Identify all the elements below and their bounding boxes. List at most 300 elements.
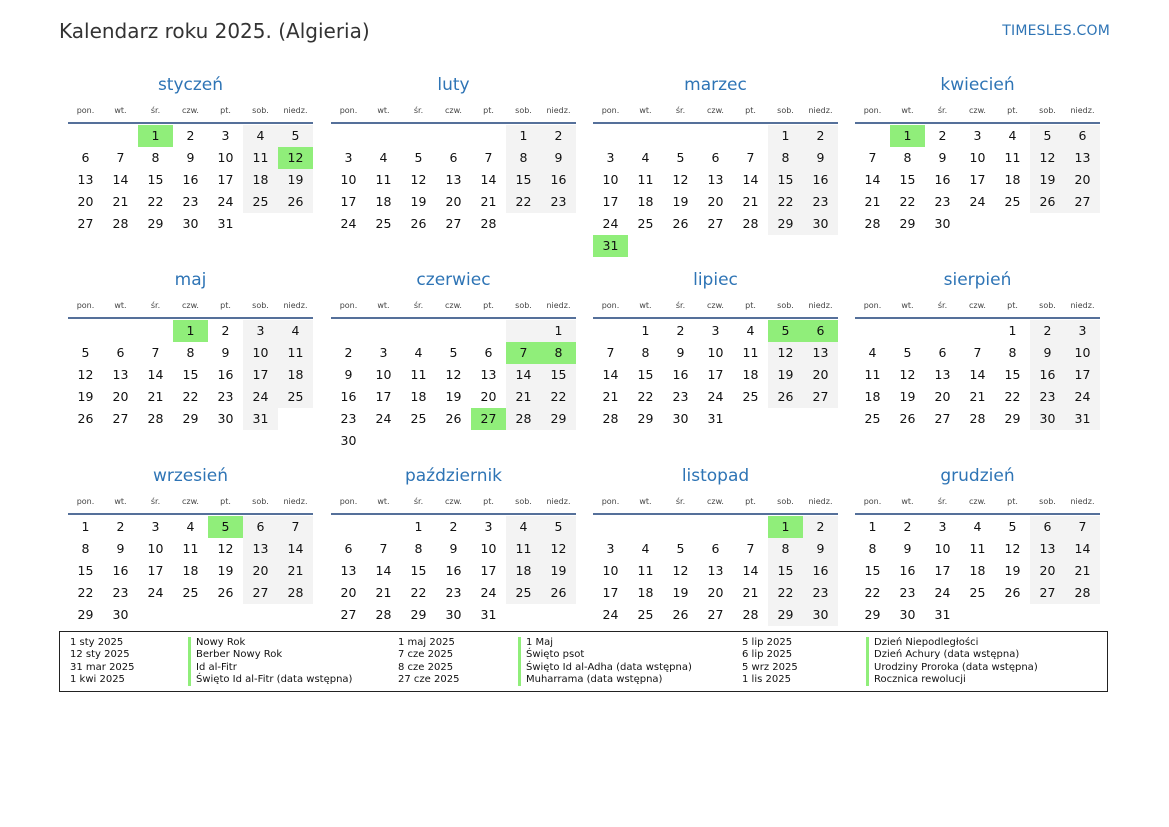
day-cell: 12 [410,172,427,187]
day-cell: 8 [414,541,423,556]
day-cell: 20 [340,585,357,600]
weekday-label: niedz. [808,301,833,310]
day-cell: 10 [969,150,986,165]
day-cell: 14 [742,563,759,578]
day-cell: 25 [637,607,654,622]
empty-cell [768,235,803,257]
day-cell: 24 [707,389,724,404]
day-cell: 25 [742,389,759,404]
weekday-label: pon. [601,497,620,506]
legend-holiday-name: Święto psot [518,649,584,661]
day-cell: 27 [1065,191,1100,213]
weekday-label: sob. [1039,106,1056,115]
weekday-header [331,297,576,315]
day-cell: 24 [969,194,986,209]
empty-cell [1030,604,1065,626]
day-cell: 4 [414,345,423,360]
day-cell: 17 [602,194,619,209]
empty-cell [733,408,768,430]
month-divider [855,317,1100,319]
empty-cell [366,516,401,538]
day-cell: 5 [541,516,576,538]
day-cell: 10 [934,541,951,556]
day-cell: 29 [541,408,576,430]
day-cell: 25 [278,386,313,408]
day-cell: 24 [602,607,619,622]
empty-cell [471,430,506,452]
day-cell: 13 [1030,538,1065,560]
day-cell: 12 [217,541,234,556]
day-cell: 1 [138,125,173,147]
day-cell: 24 [1065,386,1100,408]
day-cell: 11 [637,172,654,187]
day-cell: 19 [278,169,313,191]
day-cell: 19 [768,364,803,386]
day-cell: 6 [938,345,947,360]
day-cell: 19 [541,560,576,582]
day-cell: 20 [803,364,838,386]
empty-cell [960,213,995,235]
day-cell: 8 [641,345,650,360]
weekday-label: niedz. [1070,497,1095,506]
day-cell: 7 [116,150,125,165]
empty-cell [208,604,243,626]
day-cell: 5 [1030,125,1065,147]
weekday-label: pon. [863,301,882,310]
day-cell: 2 [449,519,458,534]
day-cell: 30 [1030,408,1065,430]
day-cell: 3 [484,519,493,534]
weekday-label: czw. [707,301,724,310]
day-cell: 27 [445,216,462,231]
empty-cell [471,320,506,342]
day-cell: 2 [1030,320,1065,342]
weekday-label: sob. [777,497,794,506]
month-name: luty [437,75,470,95]
month-9 [331,461,576,626]
day-cell: 20 [1065,169,1100,191]
day-cell: 5 [208,516,243,538]
day-cell: 23 [803,191,838,213]
weekday-header [855,297,1100,315]
day-cell: 21 [602,389,619,404]
day-cell: 17 [340,194,357,209]
weekday-label: pon. [863,497,882,506]
day-cell: 11 [375,172,392,187]
day-cell: 24 [340,216,357,231]
day-cell: 20 [77,194,94,209]
day-cell: 7 [278,516,313,538]
day-cell: 19 [899,389,916,404]
empty-cell [506,430,541,452]
day-cell: 8 [81,541,90,556]
day-cell: 5 [676,541,685,556]
empty-cell [68,320,103,342]
day-cell: 31 [707,411,724,426]
day-cell: 9 [186,150,195,165]
empty-cell [628,516,663,538]
day-cell: 2 [803,125,838,147]
day-grid [331,125,576,235]
day-cell: 19 [1030,169,1065,191]
day-cell: 16 [934,172,951,187]
day-cell: 5 [449,345,458,360]
day-cell: 25 [506,582,541,604]
weekday-header [593,102,838,120]
weekday-header [68,102,313,120]
weekday-label: niedz. [808,497,833,506]
day-cell: 2 [344,345,353,360]
day-cell: 16 [899,563,916,578]
weekday-label: sob. [777,301,794,310]
day-cell: 11 [969,541,986,556]
day-cell: 18 [742,367,759,382]
day-cell: 4 [1008,128,1017,143]
empty-cell [960,604,995,626]
empty-cell [1065,604,1100,626]
day-cell: 19 [217,563,234,578]
day-cell: 16 [445,563,462,578]
day-cell: 25 [243,191,278,213]
day-cell: 27 [803,386,838,408]
day-cell: 3 [938,519,947,534]
empty-cell [855,125,890,147]
day-cell: 21 [112,194,129,209]
weekday-label: niedz. [283,497,308,506]
day-cell: 21 [1065,560,1100,582]
day-cell: 11 [243,147,278,169]
weekday-label: sob. [252,301,269,310]
month-11 [855,461,1100,626]
empty-cell [103,320,138,342]
month-name: lipiec [693,270,738,290]
day-cell: 23 [934,194,951,209]
day-cell: 21 [480,194,497,209]
empty-cell [506,320,541,342]
weekday-label: pt. [220,301,231,310]
day-cell: 14 [969,367,986,382]
day-cell: 28 [375,607,392,622]
day-cell: 10 [480,541,497,556]
month-name: grudzień [940,466,1015,486]
day-cell: 10 [340,172,357,187]
day-cell: 20 [243,560,278,582]
weekday-label: wt. [114,301,127,310]
day-cell: 3 [344,150,353,165]
empty-cell [366,125,401,147]
day-cell: 15 [541,364,576,386]
day-cell: 1 [868,519,877,534]
day-cell: 5 [278,125,313,147]
day-cell: 8 [1008,345,1017,360]
legend-date: 5 lip 2025 [742,637,793,648]
day-cell: 7 [506,342,541,364]
day-cell: 1 [414,519,423,534]
day-cell: 9 [676,345,685,360]
weekday-label: pt. [745,301,756,310]
day-cell: 29 [637,411,654,426]
month-divider [855,122,1100,124]
legend-holiday-name: Urodziny Proroka (data wstępna) [866,662,1038,674]
day-cell: 8 [186,345,195,360]
day-cell: 31 [1065,408,1100,430]
day-cell: 11 [864,367,881,382]
day-cell: 9 [938,150,947,165]
day-cell: 24 [480,585,497,600]
day-cell: 1 [641,323,650,338]
day-cell: 16 [541,169,576,191]
empty-cell [243,213,278,235]
empty-cell [401,320,436,342]
empty-cell [331,125,366,147]
day-cell: 26 [1030,191,1065,213]
day-cell: 20 [480,389,497,404]
day-cell: 6 [449,150,458,165]
day-cell: 23 [672,389,689,404]
empty-cell [663,125,698,147]
weekday-label: sob. [515,106,532,115]
day-cell: 31 [934,607,951,622]
day-cell: 16 [112,563,129,578]
day-cell: 4 [186,519,195,534]
day-cell: 21 [375,585,392,600]
day-cell: 12 [278,147,313,169]
day-cell: 13 [340,563,357,578]
day-cell: 4 [746,323,755,338]
day-cell: 19 [77,389,94,404]
day-cell: 7 [151,345,160,360]
day-cell: 24 [375,411,392,426]
day-cell: 12 [77,367,94,382]
day-cell: 18 [864,389,881,404]
day-cell: 6 [344,541,353,556]
empty-cell [436,125,471,147]
day-grid [68,516,313,626]
day-cell: 4 [278,320,313,342]
weekday-label: niedz. [546,106,571,115]
month-2 [593,70,838,257]
weekday-label: sob. [1039,497,1056,506]
day-cell: 17 [969,172,986,187]
day-cell: 3 [243,320,278,342]
day-cell: 22 [768,191,803,213]
day-cell: 9 [903,541,912,556]
day-cell: 23 [899,585,916,600]
month-name: czerwiec [416,270,491,290]
weekday-label: pt. [483,497,494,506]
weekday-header [593,297,838,315]
empty-cell [366,320,401,342]
brand-link[interactable]: TIMESLES.COM [1002,23,1110,39]
day-cell: 9 [221,345,230,360]
day-cell: 22 [541,386,576,408]
day-cell: 27 [77,216,94,231]
day-cell: 7 [606,345,615,360]
day-grid [593,125,838,257]
weekday-label: czw. [445,106,462,115]
day-cell: 30 [672,411,689,426]
empty-cell [698,516,733,538]
day-cell: 27 [934,411,951,426]
day-cell: 22 [864,585,881,600]
weekday-label: czw. [445,497,462,506]
month-name: kwiecień [940,75,1015,95]
day-cell: 12 [445,367,462,382]
day-cell: 26 [278,191,313,213]
weekday-label: pt. [483,106,494,115]
day-cell: 30 [934,216,951,231]
month-divider [593,513,838,515]
day-cell: 24 [243,386,278,408]
holiday-legend [59,631,1108,692]
month-name: styczeń [157,75,224,95]
day-cell: 7 [868,150,877,165]
day-cell: 6 [803,320,838,342]
day-cell: 29 [182,411,199,426]
day-cell: 27 [340,607,357,622]
weekday-label: śr. [150,106,161,115]
day-cell: 9 [116,541,125,556]
day-cell: 7 [484,150,493,165]
day-cell: 19 [1004,563,1021,578]
legend-date: 27 cze 2025 [398,673,460,685]
weekday-label: śr. [937,106,948,115]
day-cell: 10 [217,150,234,165]
empty-cell [890,320,925,342]
empty-cell [593,320,628,342]
weekday-label: wt. [639,497,652,506]
empty-cell [401,125,436,147]
weekday-label: pt. [220,497,231,506]
empty-cell [803,235,838,257]
day-cell: 13 [1065,147,1100,169]
day-cell: 4 [973,519,982,534]
day-cell: 4 [868,345,877,360]
day-cell: 19 [672,585,689,600]
day-cell: 28 [742,216,759,231]
month-divider [593,317,838,319]
empty-cell [698,125,733,147]
legend-date: 1 kwi 2025 [70,673,125,685]
day-cell: 9 [344,367,353,382]
day-cell: 17 [217,172,234,187]
day-cell: 2 [903,519,912,534]
weekday-label: niedz. [546,497,571,506]
day-cell: 11 [182,541,199,556]
day-cell: 18 [243,169,278,191]
day-cell: 18 [506,560,541,582]
day-cell: 26 [217,585,234,600]
day-cell: 14 [864,172,881,187]
day-cell: 20 [934,389,951,404]
empty-cell [995,604,1030,626]
day-cell: 1 [768,516,803,538]
legend-date: 1 maj 2025 [398,637,455,648]
day-grid [331,516,576,626]
empty-cell [278,604,313,626]
day-cell: 12 [672,172,689,187]
day-cell: 29 [410,607,427,622]
weekday-label: wt. [901,106,914,115]
day-cell: 25 [637,216,654,231]
day-cell: 19 [445,389,462,404]
day-cell: 22 [77,585,94,600]
empty-cell [1030,213,1065,235]
day-cell: 15 [768,169,803,191]
weekday-label: śr. [150,301,161,310]
day-cell: 3 [606,541,615,556]
empty-cell [628,235,663,257]
weekday-label: pon. [339,301,358,310]
legend-holiday-name: Święto Id al-Adha (data wstępna) [518,662,692,674]
day-cell: 28 [969,411,986,426]
day-cell: 27 [707,216,724,231]
day-cell: 30 [182,216,199,231]
day-cell: 30 [899,607,916,622]
legend-date: 1 lis 2025 [742,673,791,685]
empty-cell [541,213,576,235]
day-cell: 3 [379,345,388,360]
empty-cell [698,235,733,257]
day-cell: 26 [541,582,576,604]
month-6 [593,265,838,430]
day-cell: 14 [112,172,129,187]
day-cell: 13 [243,538,278,560]
weekday-label: sob. [252,497,269,506]
day-cell: 24 [217,194,234,209]
day-cell: 22 [182,389,199,404]
day-cell: 23 [1030,386,1065,408]
empty-cell [733,235,768,257]
day-cell: 10 [1065,342,1100,364]
month-divider [68,122,313,124]
day-cell: 15 [182,367,199,382]
empty-cell [331,516,366,538]
weekday-label: pon. [76,497,95,506]
weekday-label: pon. [601,301,620,310]
day-cell: 26 [899,411,916,426]
weekday-label: wt. [377,497,390,506]
legend-holiday-name: Nowy Rok [188,637,245,649]
month-name: wrzesień [152,466,229,486]
day-cell: 28 [1065,582,1100,604]
day-cell: 16 [182,172,199,187]
day-cell: 15 [410,563,427,578]
day-cell: 26 [768,386,803,408]
day-cell: 20 [445,194,462,209]
day-cell: 5 [1008,519,1017,534]
day-cell: 4 [379,150,388,165]
month-divider [331,513,576,515]
day-cell: 9 [803,538,838,560]
day-cell: 8 [768,538,803,560]
day-cell: 15 [147,172,164,187]
weekday-label: wt. [377,106,390,115]
legend-holiday-name: 1 Maj [518,637,553,649]
weekday-label: śr. [937,301,948,310]
day-cell: 8 [151,150,160,165]
day-cell: 29 [899,216,916,231]
day-cell: 15 [864,563,881,578]
day-cell: 10 [375,367,392,382]
month-divider [855,513,1100,515]
day-cell: 14 [375,563,392,578]
day-cell: 20 [112,389,129,404]
day-cell: 8 [868,541,877,556]
day-cell: 3 [151,519,160,534]
day-cell: 22 [1004,389,1021,404]
empty-cell [663,235,698,257]
